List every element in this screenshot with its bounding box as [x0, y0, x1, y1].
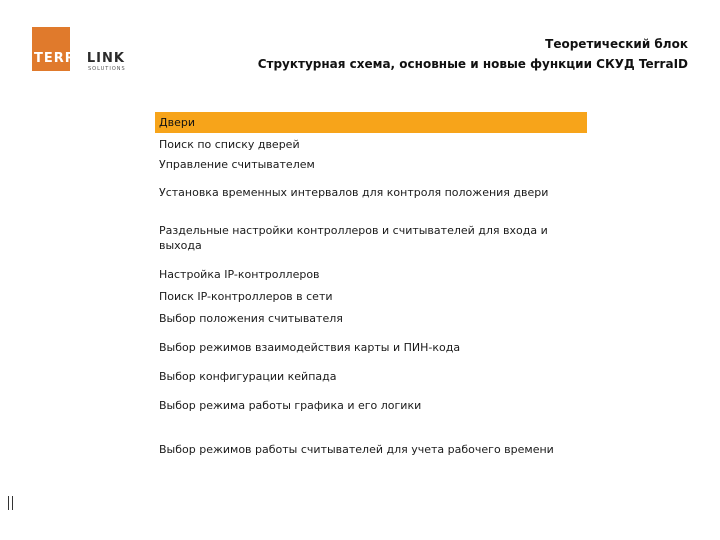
- list-item[interactable]: Раздельные настройки контроллеров и считывателей для входа и выхода: [159, 224, 548, 252]
- slide-header: [258, 34, 688, 74]
- logo-subtitle: SOLUTIONS: [88, 66, 126, 72]
- list-item[interactable]: Настройка IP-контроллеров: [159, 268, 320, 281]
- logo-word-part2: LINK: [86, 51, 125, 66]
- list-item[interactable]: Управление считывателем: [159, 158, 315, 171]
- list-item[interactable]: Поиск IP-контроллеров в сети: [159, 290, 333, 303]
- slide-edge-mark: [8, 496, 18, 510]
- logo-wordmark: [34, 52, 125, 66]
- list-item[interactable]: Выбор конфигурации кейпада: [159, 370, 337, 383]
- list-item[interactable]: Установка временных интервалов для контроля положения двери: [159, 186, 549, 199]
- logo-word-part1: TERRA: [34, 51, 87, 66]
- edge-line: [12, 496, 13, 510]
- terralink-logo: [32, 25, 126, 75]
- edge-line: [8, 496, 9, 510]
- header-subtitle: Структурная схема, основные и новые функции СКУД TerraID: [257, 57, 688, 71]
- list-item[interactable]: Выбор режимов взаимодействия карты и ПИН-кода: [159, 341, 461, 354]
- list-item[interactable]: Выбор режимов работы считывателей для учета рабочего времени: [159, 443, 554, 456]
- list-item[interactable]: Поиск по списку дверей: [159, 138, 300, 151]
- list-item-selected[interactable]: Двери: [155, 112, 587, 133]
- list-item[interactable]: Выбор положения считывателя: [159, 312, 343, 325]
- header-title: Теоретический блок: [545, 37, 688, 51]
- list-item[interactable]: Выбор режима работы графика и его логики: [159, 399, 422, 412]
